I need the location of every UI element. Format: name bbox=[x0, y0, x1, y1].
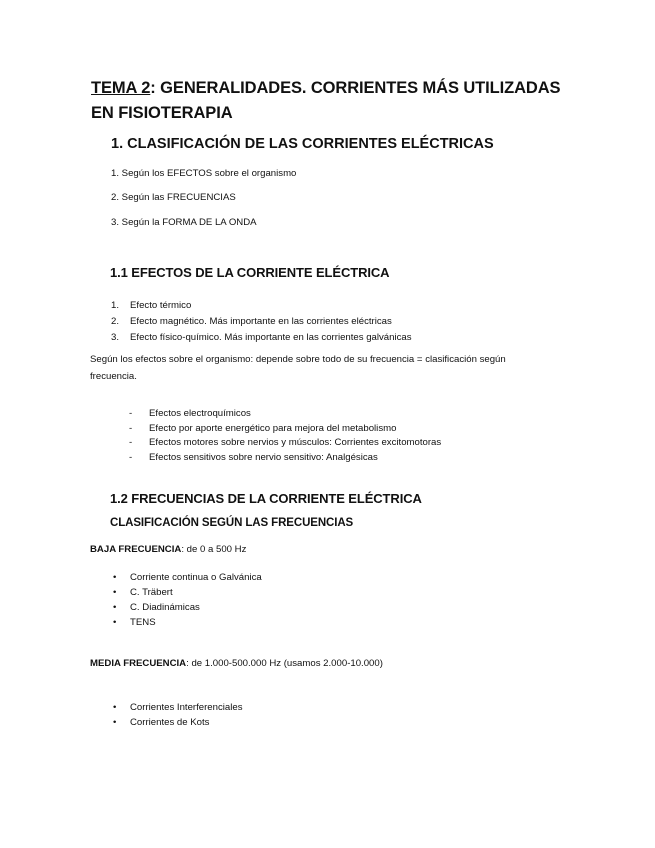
section11-heading: 1.1 EFECTOS DE LA CORRIENTE ELÉCTRICA bbox=[110, 265, 390, 280]
section12-heading: 1.2 FRECUENCIAS DE LA CORRIENTE ELÉCTRICA bbox=[110, 491, 422, 506]
effect-item-3: Efecto físico-químico. Más importante en las corrientes galvánicas bbox=[130, 332, 412, 343]
effect-number-2: 2. bbox=[111, 316, 120, 327]
bullet-marker: • bbox=[113, 702, 117, 713]
title-tema: TEMA 2 bbox=[91, 79, 151, 97]
dash-marker: - bbox=[129, 452, 133, 463]
classification-item-3: 3. Según la FORMA DE LA ONDA bbox=[111, 217, 257, 228]
effects-list-item-4: Efectos sensitivos sobre nervio sensitivo: Analgésicas bbox=[149, 452, 378, 463]
baja-frecuencia-label: BAJA FRECUENCIA bbox=[90, 544, 182, 555]
classification-item-2: 2. Según las FRECUENCIAS bbox=[111, 192, 236, 203]
bullet-marker: • bbox=[113, 572, 117, 583]
media-frecuencia-label: MEDIA FRECUENCIA bbox=[90, 658, 187, 669]
baja-item-3: C. Diadinámicas bbox=[130, 602, 200, 613]
effects-list-item-3: Efectos motores sobre nervios y músculos: Corrientes excitomotoras bbox=[149, 437, 442, 448]
baja-item-2: C. Träbert bbox=[130, 587, 173, 598]
effect-item-1: Efecto térmico bbox=[130, 300, 192, 311]
baja-frecuencia-range: : de 0 a 500 Hz bbox=[181, 544, 247, 555]
baja-item-1: Corriente continua o Galvánica bbox=[130, 572, 262, 583]
effect-number-1: 1. bbox=[111, 300, 120, 311]
frequency-classification-subheading: CLASIFICACIÓN SEGÚN LAS FRECUENCIAS bbox=[110, 517, 354, 529]
media-frecuencia-range: : de 1.000-500.000 Hz (usamos 2.000-10.000) bbox=[186, 658, 383, 669]
media-item-1: Corrientes Interferenciales bbox=[130, 702, 243, 713]
classification-item-1: 1. Según los EFECTOS sobre el organismo bbox=[111, 168, 297, 179]
effect-number-3: 3. bbox=[111, 332, 120, 343]
bullet-marker: • bbox=[113, 717, 117, 728]
effects-list-item-1: Efectos electroquímicos bbox=[149, 408, 251, 419]
dash-marker: - bbox=[129, 408, 133, 419]
section1-heading: 1. CLASIFICACIÓN DE LAS CORRIENTES ELÉCTRICAS bbox=[111, 136, 494, 152]
effects-list-item-2: Efecto por aporte energético para mejora del metabolismo bbox=[149, 423, 397, 434]
baja-frecuencia-line bbox=[90, 544, 246, 555]
page-title-line2: EN FISIOTERAPIA bbox=[91, 104, 233, 122]
bullet-marker: • bbox=[113, 602, 117, 613]
media-item-2: Corrientes de Kots bbox=[130, 717, 210, 728]
dash-marker: - bbox=[129, 423, 133, 434]
effect-item-2: Efecto magnético. Más importante en las corrientes eléctricas bbox=[130, 316, 392, 327]
page-title bbox=[91, 77, 560, 99]
bullet-marker: • bbox=[113, 617, 117, 628]
dash-marker: - bbox=[129, 437, 133, 448]
baja-item-4: TENS bbox=[130, 617, 156, 628]
title-rest: : GENERALIDADES. CORRIENTES MÁS UTILIZADAS bbox=[150, 79, 561, 97]
effects-paragraph-line2: frecuencia. bbox=[90, 371, 137, 382]
effects-paragraph-line1: Según los efectos sobre el organismo: depende sobre todo de su frecuencia = clasificación según bbox=[90, 354, 506, 365]
bullet-marker: • bbox=[113, 587, 117, 598]
media-frecuencia-line bbox=[90, 658, 383, 669]
